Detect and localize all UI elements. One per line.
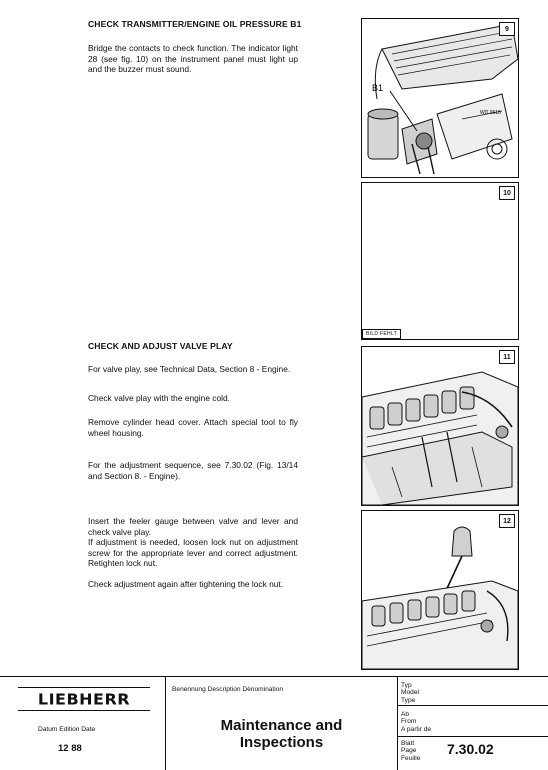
valve-adjustment-illustration bbox=[362, 347, 518, 505]
page-number: 7.30.02 bbox=[447, 741, 494, 757]
name-label: Benennung Description Dènomination bbox=[172, 686, 284, 693]
missing-image-label: BILD FEHLT bbox=[362, 329, 401, 339]
liebherr-logo: LIEBHERR bbox=[18, 687, 150, 711]
figure-9-stamp: WD.0616 bbox=[480, 110, 501, 116]
section-heading-valve-play: CHECK AND ADJUST VALVE PLAY bbox=[88, 341, 233, 351]
document-title-line2: Inspections bbox=[239, 734, 324, 751]
paragraph-valve-play-5: Insert the feeler gauge between valve and lever and check valve play. If adjustment is needed, loosen lock nut on adjustment screw for the appropriate lever and correct adjustment. Retighten lock nut. bbox=[88, 516, 298, 569]
figure-10 bbox=[361, 182, 519, 340]
engine-sensor-illustration bbox=[362, 19, 518, 177]
figure-11 bbox=[361, 346, 519, 506]
type-label: Typ Model Type bbox=[401, 682, 419, 704]
paragraph-valve-play-6: Check adjustment again after tightening the lock nut. bbox=[88, 579, 284, 589]
figure-9 bbox=[361, 18, 519, 178]
paragraph-valve-play-3: Remove cylinder head cover. Attach special tool to fly wheel housing. bbox=[88, 417, 298, 438]
from-label: Ab From A partir de bbox=[401, 711, 432, 733]
paragraph-valve-play-1: For valve play, see Technical Data, Section 8 - Engine. bbox=[88, 364, 291, 374]
date-value: 12 88 bbox=[58, 743, 82, 754]
figure-number-11: 11 bbox=[499, 350, 515, 364]
figure-number-10: 10 bbox=[499, 186, 515, 200]
paragraph-valve-play-2: Check valve play with the engine cold. bbox=[88, 393, 230, 403]
paragraph-oil-pressure: Bridge the contacts to check function. The indicator light 28 (see fig. 10) on the instrument panel must light up and the buzzer must sound. bbox=[88, 43, 298, 75]
figure-number-9: 9 bbox=[499, 22, 515, 36]
section-heading-oil-pressure: CHECK TRANSMITTER/ENGINE OIL PRESSURE B1 bbox=[88, 19, 302, 29]
paragraph-valve-play-4: For the adjustment sequence, see 7.30.02 (Fig. 13/14 and Section 8. - Engine). bbox=[88, 460, 298, 481]
date-label: Datum Edition Date bbox=[38, 726, 96, 733]
page-label: Blatt Page Feuille bbox=[401, 740, 421, 762]
footer bbox=[0, 676, 548, 770]
figure-number-12: 12 bbox=[499, 514, 515, 528]
figure-12 bbox=[361, 510, 519, 670]
feeler-gauge-illustration bbox=[362, 511, 518, 669]
document-title-line1: Maintenance and bbox=[220, 717, 343, 734]
figure-9-label: B1 bbox=[372, 83, 384, 93]
